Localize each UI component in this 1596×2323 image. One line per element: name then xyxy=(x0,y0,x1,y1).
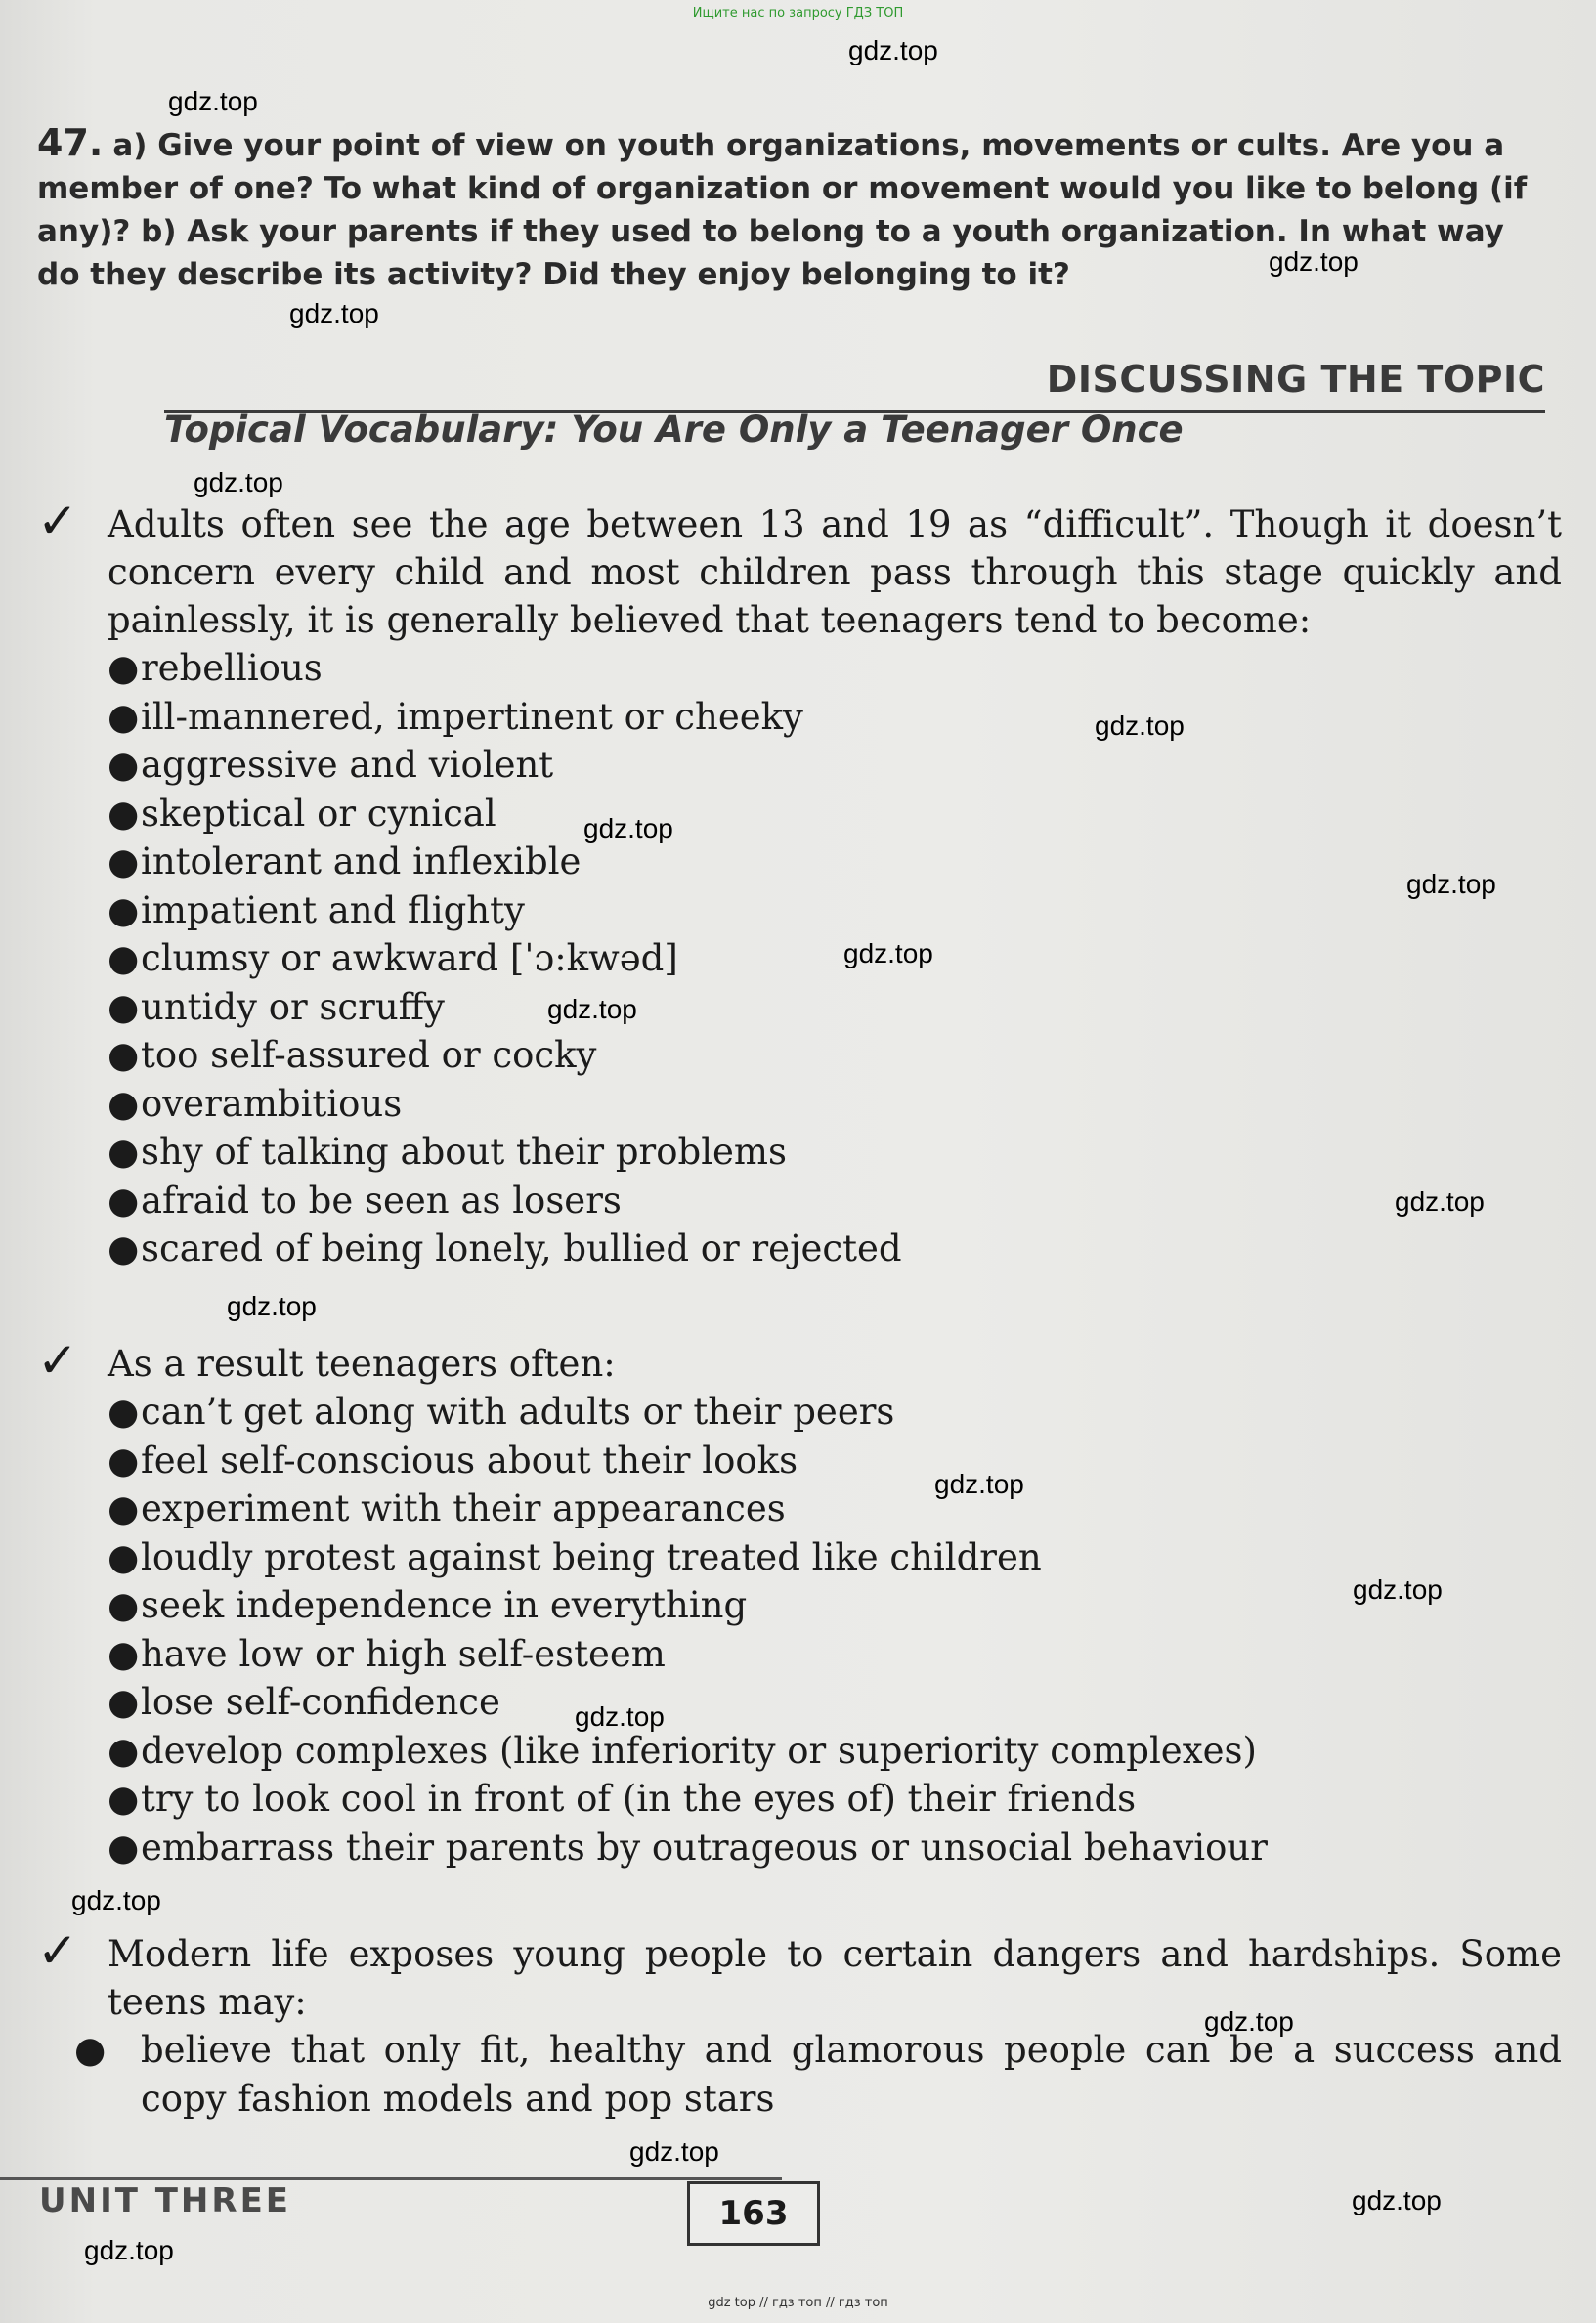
list-item: ●rebellious xyxy=(108,644,1562,693)
vocabulary-block-1 xyxy=(37,493,1562,1273)
list-item: ●have low or high self-esteem xyxy=(108,1630,1562,1679)
bullet-icon: ● xyxy=(108,1487,140,1529)
bullet-icon: ● xyxy=(108,1729,140,1772)
list-item: ●lose self-confidence xyxy=(108,1678,1562,1727)
list-item: ●skeptical or cynical xyxy=(108,790,1562,839)
list-item: ●embarrass their parents by outrageous or unsocial behaviour xyxy=(108,1824,1562,1872)
watermark: gdz.top xyxy=(1352,2185,1442,2215)
bullet-icon: ● xyxy=(108,695,140,738)
list-item: ●seek independence in everything xyxy=(108,1581,1562,1630)
bullet-icon: ● xyxy=(108,1826,140,1869)
unit-label: UNIT THREE xyxy=(39,2181,292,2220)
watermark: gdz.top xyxy=(583,813,673,843)
bullet-icon: ● xyxy=(108,1632,140,1675)
watermark: gdz.top xyxy=(1269,246,1359,277)
vocabulary-list xyxy=(37,644,1562,1273)
list-item: ●try to look cool in front of (in the eyes of) their friends xyxy=(108,1775,1562,1824)
watermark: gdz.top xyxy=(547,994,637,1024)
exercise-number: 47. xyxy=(37,121,104,164)
watermark: gdz.top xyxy=(84,2235,174,2265)
list-item: ●ill-mannered, impertinent or cheeky xyxy=(108,693,1562,742)
watermark: gdz.top xyxy=(1353,1574,1443,1605)
bullet-icon: ● xyxy=(108,1082,140,1125)
exercise-part-a: a) Give your point of view on youth organizations, movements or cults. Are you a member of one? To what kind of organization or movement would you like to belong (if any)? xyxy=(37,128,1528,249)
page-number: 163 xyxy=(687,2181,820,2246)
list-item: ●feel self-conscious about their looks xyxy=(108,1437,1562,1485)
watermark: gdz.top xyxy=(71,1885,161,1915)
vocabulary-list xyxy=(37,1388,1562,1871)
watermark: gdz.top xyxy=(848,35,938,65)
footer-divider xyxy=(0,2177,782,2180)
bullet-icon: ● xyxy=(108,1439,140,1482)
watermark: gdz.top xyxy=(227,1291,317,1321)
watermark: gdz.top xyxy=(289,298,379,328)
vocabulary-block-2 xyxy=(37,1332,1562,1871)
watermark: gdz.top xyxy=(1395,1186,1485,1217)
bullet-icon: ● xyxy=(74,2029,107,2071)
exercise-part-b: b) Ask your parents if they used to belong to a youth organization. In what way do they describe its activity? Did they enjoy belonging to it? xyxy=(37,214,1504,292)
bullet-icon: ● xyxy=(108,1535,140,1578)
bullet-icon: ● xyxy=(108,888,140,931)
list-item: ●shy of talking about their problems xyxy=(108,1128,1562,1177)
check-mark-icon: ✓ xyxy=(37,1332,78,1389)
block-intro: Modern life exposes young people to certain dangers and hardships. Some teens may: xyxy=(108,1933,1562,2023)
bullet-icon: ● xyxy=(108,985,140,1028)
bullet-icon: ● xyxy=(108,1778,140,1820)
list-item: ● believe that only fit, healthy and glamorous people can be a success and copy fashion models and pop stars xyxy=(108,2026,1562,2123)
block-intro: Adults often see the age between 13 and 19 as “difficult”. Though it doesn’t concern every child and most children pass through this stage quickly and painlessly, it is generally believed that teenagers tend to become: xyxy=(108,503,1562,641)
bullet-icon: ● xyxy=(108,1227,140,1269)
list-item: ●too self-assured or cocky xyxy=(108,1031,1562,1080)
bottom-banner[interactable]: gdz top // гдз топ // гдз топ xyxy=(708,2296,888,2310)
watermark: gdz.top xyxy=(1204,2006,1294,2037)
list-item: ●develop complexes (like inferiority or superiority complexes) xyxy=(108,1727,1562,1776)
list-item: ●afraid to be seen as losers xyxy=(108,1177,1562,1226)
bullet-icon: ● xyxy=(108,937,140,979)
list-item: ●impatient and flighty xyxy=(108,886,1562,935)
section-title: DISCUSSING THE TOPIC xyxy=(1046,358,1545,401)
list-item: ●experiment with their appearances xyxy=(108,1484,1562,1533)
list-item: ●clumsy or awkward [ˈɔ:kwəd] xyxy=(108,934,1562,983)
vocabulary-list xyxy=(37,2026,1562,2123)
list-item: ●scared of being lonely, bullied or rejected xyxy=(108,1225,1562,1273)
bullet-icon: ● xyxy=(108,1681,140,1723)
block-intro: As a result teenagers often: xyxy=(108,1343,616,1385)
bullet-icon: ● xyxy=(108,1034,140,1076)
list-item: ●loudly protest against being treated like children xyxy=(108,1533,1562,1582)
watermark: gdz.top xyxy=(629,2136,719,2167)
top-banner[interactable]: Ищите нас по запросу ГДЗ ТОП xyxy=(692,6,904,21)
watermark: gdz.top xyxy=(194,467,283,497)
bullet-icon: ● xyxy=(108,647,140,689)
watermark: gdz.top xyxy=(1095,710,1185,741)
list-item: ●can’t get along with adults or their peers xyxy=(108,1388,1562,1437)
list-item: ●overambitious xyxy=(108,1080,1562,1129)
check-mark-icon: ✓ xyxy=(37,493,78,549)
watermark: gdz.top xyxy=(1406,869,1496,899)
bullet-icon: ● xyxy=(108,744,140,786)
bullet-icon: ● xyxy=(108,1584,140,1626)
watermark: gdz.top xyxy=(934,1469,1024,1499)
watermark: gdz.top xyxy=(168,86,258,116)
topical-vocabulary-heading: Topical Vocabulary: You Are Only a Teenager Once xyxy=(164,409,1184,451)
list-item: ●aggressive and violent xyxy=(108,741,1562,790)
bullet-icon: ● xyxy=(108,1131,140,1173)
vocabulary-block-3 xyxy=(37,1922,1562,2123)
watermark: gdz.top xyxy=(575,1701,665,1732)
bullet-icon: ● xyxy=(108,840,140,882)
check-mark-icon: ✓ xyxy=(37,1922,78,1979)
bullet-icon: ● xyxy=(108,1179,140,1222)
exercise-47 xyxy=(37,121,1552,296)
bullet-icon: ● xyxy=(108,792,140,835)
watermark: gdz.top xyxy=(843,938,933,968)
bullet-icon: ● xyxy=(108,1391,140,1433)
list-item: ●untidy or scruffy xyxy=(108,983,1562,1032)
list-item: ●intolerant and inflexible xyxy=(108,838,1562,886)
